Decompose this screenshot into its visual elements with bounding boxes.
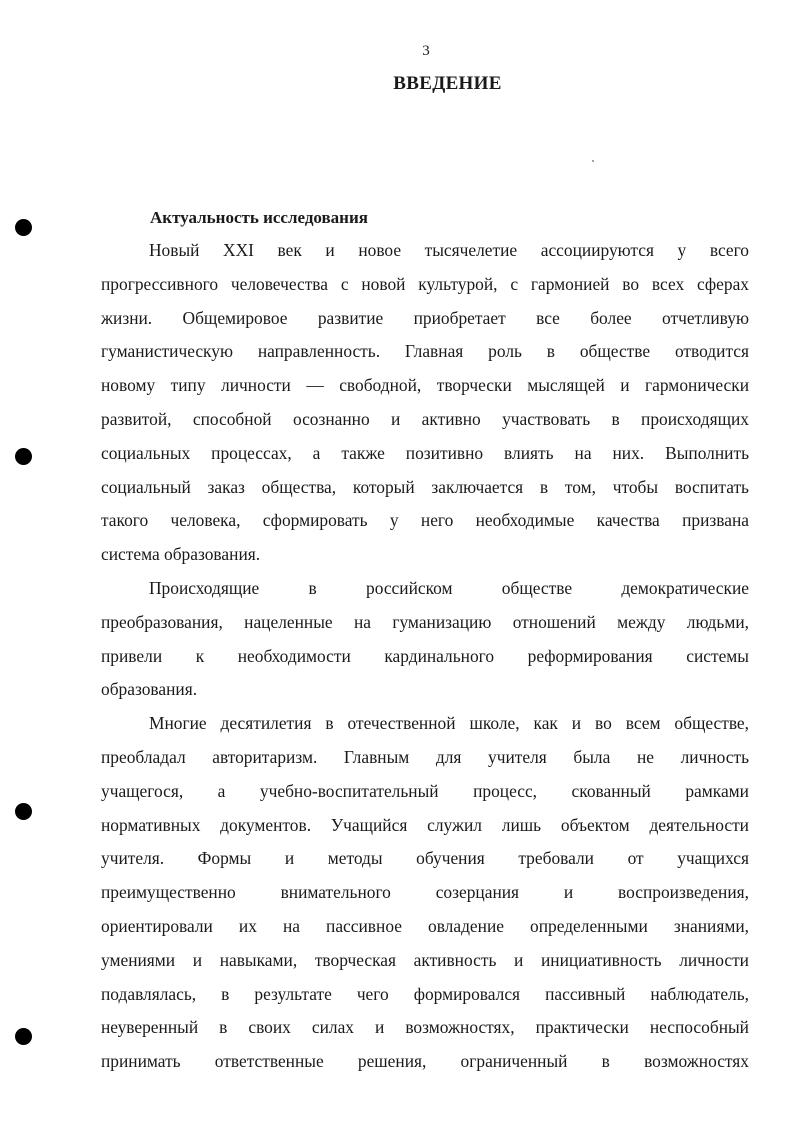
text-line: образования. — [101, 679, 198, 700]
text-line: прогрессивного человечества с новой культурой, с гармонией во всех сферах — [101, 273, 749, 294]
text-line: подавлялась, в результате чего формировался пассивный наблюдатель, — [101, 983, 749, 1004]
text-line: привели к необходимости кардинального реформирования системы — [101, 645, 749, 666]
text-line: учителя. Формы и методы обучения требовали от учащихся — [101, 848, 749, 869]
text-line: социальных процессах, а также позитивно влиять на них. Выполнить — [101, 442, 749, 463]
text-line: нормативных документов. Учащийся служил лишь объектом деятельности — [101, 814, 749, 835]
page-number: 3 — [422, 43, 430, 59]
paragraph-2 — [101, 572, 749, 707]
text-line: преобладал авторитаризм. Главным для учителя была не личность — [101, 746, 749, 767]
text-line: жизни. Общемировое развитие приобретает все более отчетливую — [101, 307, 749, 328]
text-line: социальный заказ общества, который заключается в том, чтобы воспитать — [101, 476, 749, 497]
text-line: развитой, способной осознанно и активно участвовать в происходящих — [101, 408, 749, 429]
section-heading: Актуальность исследования — [150, 208, 368, 227]
text-line: система образования. — [101, 544, 261, 565]
text-line: новому типу личности — свободной, творчески мыслящей и гармонически — [101, 375, 749, 396]
punch-hole-icon — [15, 803, 32, 820]
text-line: преобразования, нацеленные на гуманизацию отношений между людьми, — [101, 611, 749, 632]
text-line: учащегося, а учебно-воспитательный процесс, скованный рамками — [101, 780, 749, 801]
text-line: гуманистическую направленность. Главная роль в обществе отводится — [101, 341, 749, 362]
scan-speck — [592, 160, 594, 162]
body-text — [101, 234, 749, 1079]
punch-hole-icon — [15, 448, 32, 465]
text-line: Новый XXI век и новое тысячелетие ассоциируются у всего — [149, 240, 749, 260]
punch-hole-icon — [15, 219, 32, 236]
text-line: неуверенный в своих силах и возможностях, практически неспособный — [101, 1017, 749, 1038]
text-line: умениями и навыками, творческая активность и инициативность личности — [101, 949, 749, 970]
page-title: ВВЕДЕНИЕ — [393, 73, 502, 94]
text-line: преимущественно внимательного созерцания и воспроизведения, — [101, 882, 749, 903]
text-line: Многие десятилетия в отечественной школе, как и во всем обществе, — [149, 713, 749, 734]
text-line: принимать ответственные решения, ограниченный в возможностях — [101, 1051, 749, 1072]
paragraph-1 — [101, 234, 749, 572]
punch-hole-icon — [15, 1028, 32, 1045]
text-line: Происходящие в российском обществе демократические — [149, 577, 749, 598]
paragraph-3 — [101, 707, 749, 1079]
text-line: такого человека, сформировать у него необходимые качества призвана — [101, 510, 749, 531]
text-line: ориентировали их на пассивное овладение определенными знаниями, — [101, 915, 749, 936]
